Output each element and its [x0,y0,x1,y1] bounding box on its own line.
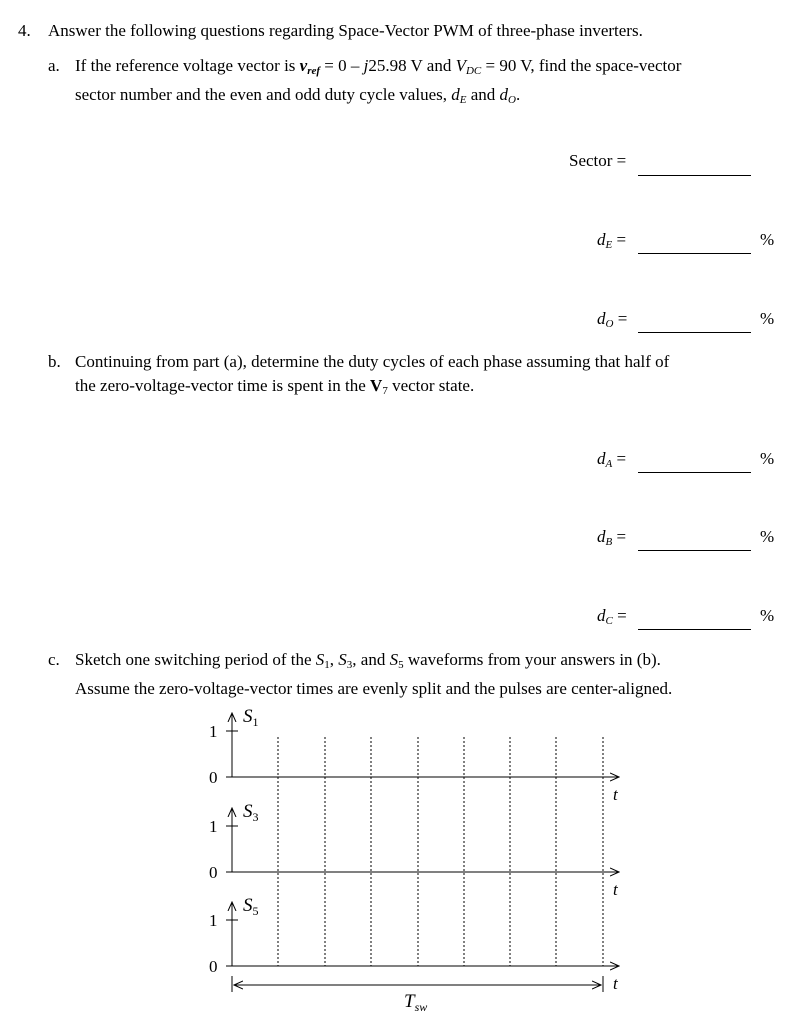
s1-level-low: 0 [209,768,218,787]
s5-level-low: 0 [209,957,218,976]
dA-label: $d_A$ = [597,449,627,470]
s1-level-high: 1 [209,722,218,741]
dE-label: $d_E$ = [597,230,627,251]
question-number: 4. [18,21,31,40]
part-c-line2: Assume the zero-voltage-vector times are evenly split and the pulses are center-aligned. [75,679,673,698]
axis-s3 [226,808,619,872]
axis-s5 [226,902,619,966]
s1-signal-label: $S_1$ [243,706,259,729]
part-b-letter: b. [48,352,61,371]
part-a-line1: If the reference voltage vector is $v_{ref} = 0 - j25.98$ V and $V_{DC} = 90$ V, find the space-vector [75,56,682,77]
tsw-label: $T_{sw}$ [404,991,428,1014]
tsw-dimension [232,976,603,992]
part-a-line2: sector number and the even and odd duty cycle values, $d_E$ and $d_O$. [75,85,521,106]
dO-unit: % [760,309,775,328]
dB-label: $d_B$ = [597,527,627,548]
question-stem: Answer the following questions regarding Space-Vector PWM of three-phase inverters. [48,21,643,40]
dC-label: $d_C$ = [597,606,627,627]
s3-time-label: t [613,880,618,899]
s3-signal-label: $S_3$ [243,801,259,824]
dA-unit: % [760,449,775,468]
part-c-letter: c. [48,650,60,669]
part-a-letter: a. [48,56,60,75]
dC-unit: % [760,606,775,625]
s5-level-high: 1 [209,911,218,930]
s3-level-high: 1 [209,817,218,836]
s5-time-label: t [613,974,618,993]
sector-label: Sector = [569,151,627,170]
part-b-line2: the zero-voltage-vector time is spent in the $V_7$ vector state. [75,376,475,397]
s1-time-label: t [613,785,618,804]
dB-unit: % [760,527,775,546]
dO-label: $d_O$ = [597,309,628,330]
part-c-line1: Sketch one switching period of the $S_1$, $S_3$, and $S_5$ waveforms from your answers in (b). [75,650,661,671]
grid-vertical-lines [278,737,603,966]
part-b-line1: Continuing from part (a), determine the duty cycles of each phase assuming that half of [75,352,670,371]
dE-unit: % [760,230,775,249]
axis-s1 [226,713,619,777]
s3-level-low: 0 [209,863,218,882]
s5-signal-label: $S_5$ [243,895,259,918]
